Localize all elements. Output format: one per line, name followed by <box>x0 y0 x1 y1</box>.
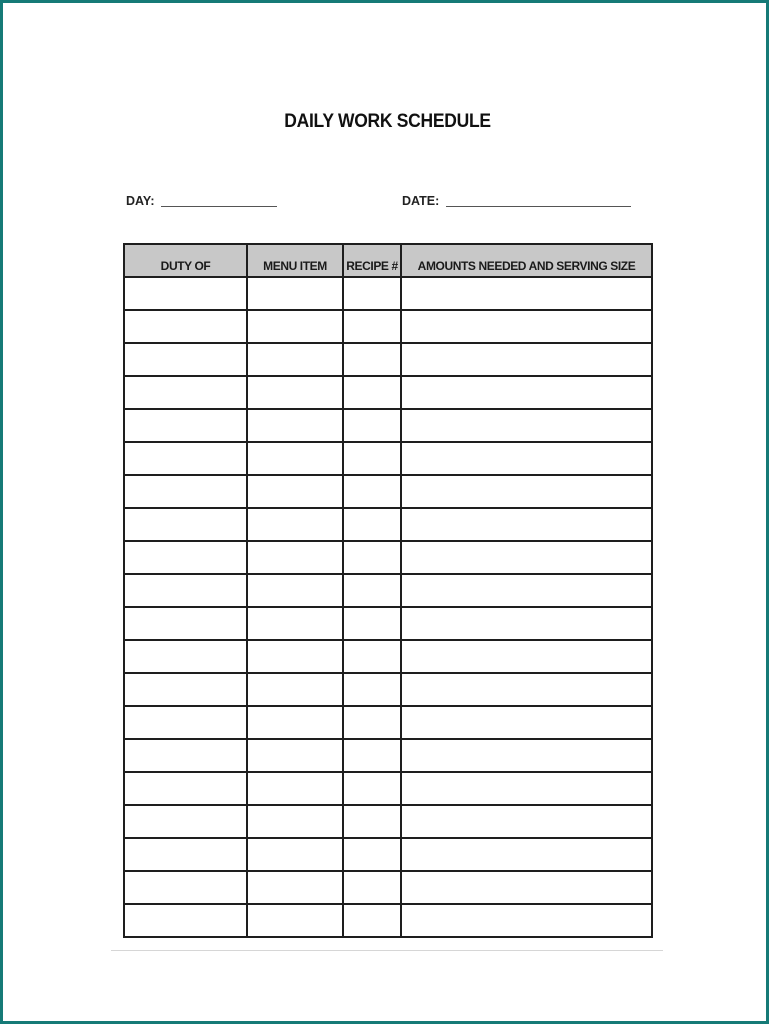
duty-of-cell[interactable] <box>124 442 247 475</box>
duty-of-cell[interactable] <box>124 409 247 442</box>
menu-item-cell[interactable] <box>247 871 343 904</box>
table-row <box>124 277 652 310</box>
table-row <box>124 310 652 343</box>
date-field <box>402 189 631 209</box>
recipe-number-cell[interactable] <box>343 904 401 937</box>
duty-of-cell[interactable] <box>124 376 247 409</box>
table-row <box>124 475 652 508</box>
footer-divider <box>111 950 663 951</box>
table-row <box>124 607 652 640</box>
amounts-serving-size-cell[interactable] <box>401 739 652 772</box>
table-row <box>124 343 652 376</box>
menu-item-cell[interactable] <box>247 277 343 310</box>
amounts-serving-size-cell[interactable] <box>401 343 652 376</box>
amounts-serving-size-cell[interactable] <box>401 706 652 739</box>
amounts-serving-size-cell[interactable] <box>401 673 652 706</box>
amounts-serving-size-cell[interactable] <box>401 904 652 937</box>
amounts-serving-size-cell[interactable] <box>401 805 652 838</box>
amounts-serving-size-cell[interactable] <box>401 442 652 475</box>
menu-item-cell[interactable] <box>247 310 343 343</box>
table-row <box>124 904 652 937</box>
table-row <box>124 739 652 772</box>
menu-item-cell[interactable] <box>247 508 343 541</box>
menu-item-cell[interactable] <box>247 673 343 706</box>
menu-item-cell[interactable] <box>247 475 343 508</box>
duty-of-cell[interactable] <box>124 706 247 739</box>
amounts-serving-size-cell[interactable] <box>401 772 652 805</box>
table-header <box>124 244 652 277</box>
duty-of-cell[interactable] <box>124 310 247 343</box>
menu-item-cell[interactable] <box>247 343 343 376</box>
menu-item-cell[interactable] <box>247 376 343 409</box>
table-row <box>124 673 652 706</box>
duty-of-cell[interactable] <box>124 805 247 838</box>
menu-item-cell[interactable] <box>247 838 343 871</box>
amounts-serving-size-cell[interactable] <box>401 574 652 607</box>
table-row <box>124 772 652 805</box>
page-title: DAILY WORK SCHEDULE <box>284 111 491 132</box>
duty-of-cell[interactable] <box>124 640 247 673</box>
day-field <box>126 189 277 209</box>
menu-item-cell[interactable] <box>247 640 343 673</box>
amounts-serving-size-cell[interactable] <box>401 640 652 673</box>
amounts-serving-size-cell[interactable] <box>401 508 652 541</box>
duty-of-cell[interactable] <box>124 904 247 937</box>
day-label: DAY: <box>126 194 155 208</box>
recipe-number-cell[interactable] <box>343 805 401 838</box>
amounts-serving-size-cell[interactable] <box>401 607 652 640</box>
column-header-duty-of: DUTY OF <box>124 244 247 277</box>
duty-of-cell[interactable] <box>124 772 247 805</box>
menu-item-cell[interactable] <box>247 772 343 805</box>
menu-item-cell[interactable] <box>247 607 343 640</box>
recipe-number-cell[interactable] <box>343 640 401 673</box>
duty-of-cell[interactable] <box>124 475 247 508</box>
recipe-number-cell[interactable] <box>343 673 401 706</box>
recipe-number-cell[interactable] <box>343 541 401 574</box>
menu-item-cell[interactable] <box>247 904 343 937</box>
table-row <box>124 541 652 574</box>
recipe-number-cell[interactable] <box>343 739 401 772</box>
amounts-serving-size-cell[interactable] <box>401 310 652 343</box>
table-row <box>124 409 652 442</box>
duty-of-cell[interactable] <box>124 607 247 640</box>
recipe-number-cell[interactable] <box>343 838 401 871</box>
amounts-serving-size-cell[interactable] <box>401 376 652 409</box>
amounts-serving-size-cell[interactable] <box>401 871 652 904</box>
column-header-menu-item: MENU ITEM <box>247 244 343 277</box>
menu-item-cell[interactable] <box>247 409 343 442</box>
table-row <box>124 805 652 838</box>
duty-of-cell[interactable] <box>124 871 247 904</box>
menu-item-cell[interactable] <box>247 739 343 772</box>
duty-of-cell[interactable] <box>124 277 247 310</box>
menu-item-cell[interactable] <box>247 706 343 739</box>
recipe-number-cell[interactable] <box>343 772 401 805</box>
recipe-number-cell[interactable] <box>343 574 401 607</box>
recipe-number-cell[interactable] <box>343 706 401 739</box>
table-row <box>124 376 652 409</box>
recipe-number-cell[interactable] <box>343 508 401 541</box>
column-header-recipe-number: RECIPE # <box>343 244 401 277</box>
menu-item-cell[interactable] <box>247 541 343 574</box>
duty-of-cell[interactable] <box>124 574 247 607</box>
table-row <box>124 838 652 871</box>
table-row <box>124 574 652 607</box>
table-row <box>124 706 652 739</box>
day-input-line[interactable] <box>161 192 277 207</box>
duty-of-cell[interactable] <box>124 541 247 574</box>
amounts-serving-size-cell[interactable] <box>401 838 652 871</box>
schedule-table <box>123 243 653 938</box>
amounts-serving-size-cell[interactable] <box>401 409 652 442</box>
recipe-number-cell[interactable] <box>343 871 401 904</box>
recipe-number-cell[interactable] <box>343 310 401 343</box>
recipe-number-cell[interactable] <box>343 409 401 442</box>
header-row <box>124 244 652 277</box>
table-row <box>124 640 652 673</box>
table-row <box>124 442 652 475</box>
table-row <box>124 871 652 904</box>
recipe-number-cell[interactable] <box>343 442 401 475</box>
column-header-amounts-serving-size: AMOUNTS NEEDED AND SERVING SIZE <box>401 244 652 277</box>
recipe-number-cell[interactable] <box>343 277 401 310</box>
recipe-number-cell[interactable] <box>343 343 401 376</box>
amounts-serving-size-cell[interactable] <box>401 277 652 310</box>
duty-of-cell[interactable] <box>124 838 247 871</box>
menu-item-cell[interactable] <box>247 442 343 475</box>
duty-of-cell[interactable] <box>124 343 247 376</box>
date-label: DATE: <box>402 194 440 208</box>
menu-item-cell[interactable] <box>247 805 343 838</box>
table-row <box>124 508 652 541</box>
amounts-serving-size-cell[interactable] <box>401 475 652 508</box>
duty-of-cell[interactable] <box>124 508 247 541</box>
recipe-number-cell[interactable] <box>343 607 401 640</box>
menu-item-cell[interactable] <box>247 574 343 607</box>
duty-of-cell[interactable] <box>124 739 247 772</box>
amounts-serving-size-cell[interactable] <box>401 541 652 574</box>
date-input-line[interactable] <box>446 192 631 207</box>
recipe-number-cell[interactable] <box>343 376 401 409</box>
recipe-number-cell[interactable] <box>343 475 401 508</box>
duty-of-cell[interactable] <box>124 673 247 706</box>
table-body <box>124 277 652 937</box>
